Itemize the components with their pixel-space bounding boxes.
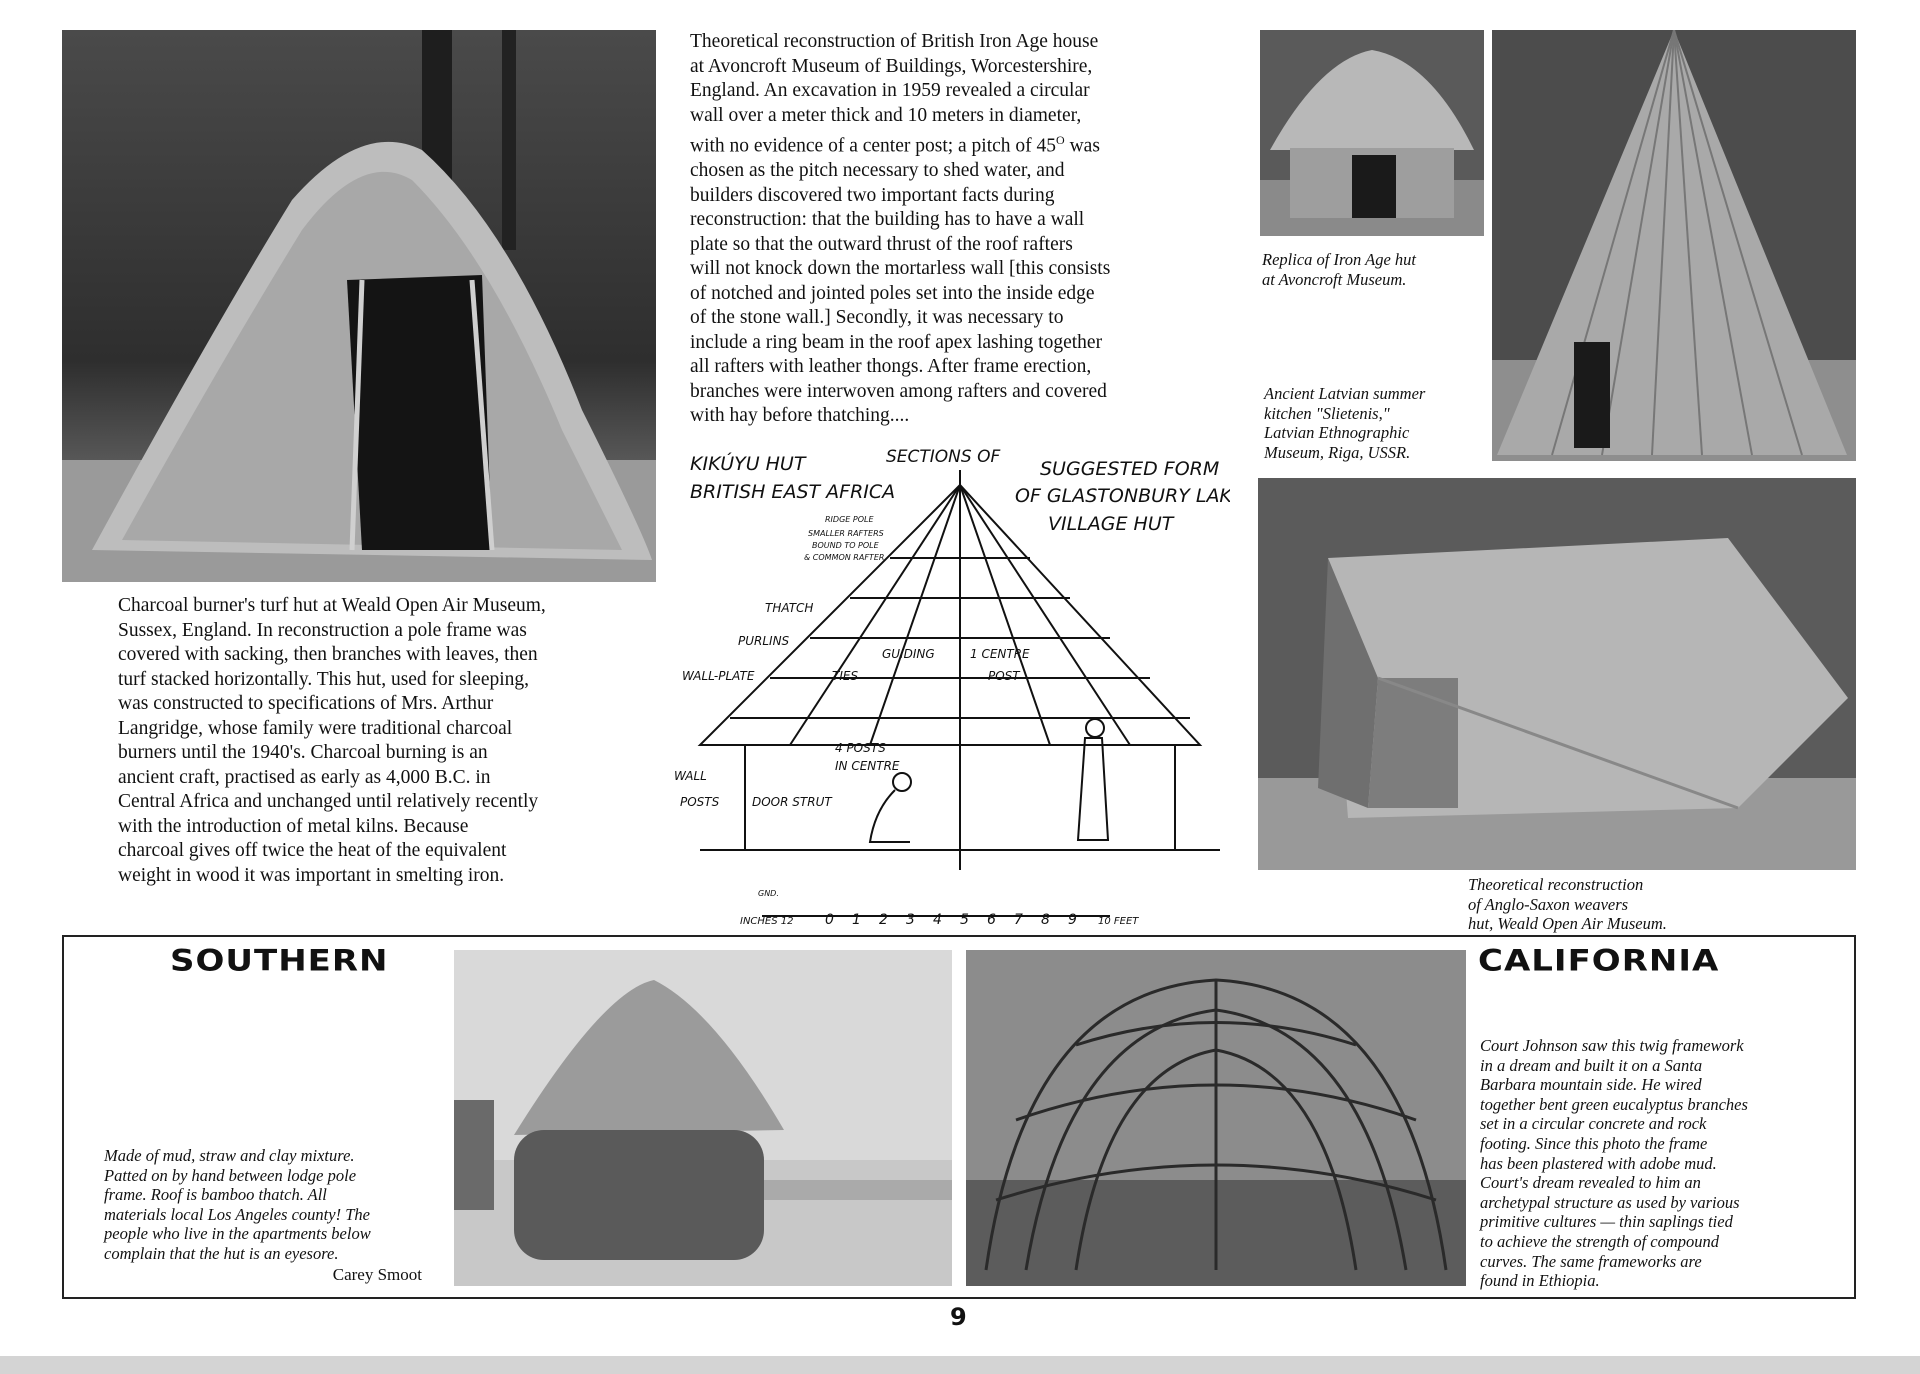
label-posts: POSTS [680, 795, 720, 809]
latvian-kitchen-image [1492, 30, 1856, 461]
caption-line: burners until the 1940's. Charcoal burning is an [118, 742, 488, 763]
caption-line: Sussex, England. In reconstruction a pole frame was [118, 619, 527, 641]
label-centre-post-1: 1 CENTRE [970, 647, 1030, 661]
label-ties: TIES [832, 669, 859, 683]
anglo-saxon-hut-photo [1258, 478, 1856, 870]
caption-line: Langridge, whose family were traditional charcoal [118, 717, 513, 739]
caption-line: ancient craft, practised as early as 4,000 B.C. in [118, 766, 491, 788]
caption-line: Patted on by hand between lodge pole [104, 1165, 357, 1185]
article-line: chosen as the pitch necessary to shed water, and [690, 160, 1065, 181]
caption-line: Theoretical reconstruction [1468, 875, 1644, 894]
scale-number: 1 [852, 912, 861, 928]
scale-number: 5 [960, 912, 969, 928]
caption-line: Made of mud, straw and clay mixture. [104, 1146, 355, 1165]
photo-credit: Carey Smoot [332, 1264, 422, 1284]
article-line: will not knock down the mortarless wall [this consists [690, 258, 1111, 279]
caption-line: has been plastered with adobe mud. [1480, 1153, 1717, 1173]
caption-line: charcoal gives off twice the heat of the equivalent [118, 840, 507, 861]
label-bound-to-pole: BOUND TO POLE [812, 541, 879, 550]
mud-hut-image [454, 950, 952, 1286]
article-line: builders discovered two important facts during [690, 184, 1055, 206]
scale-number: 2 [879, 912, 888, 928]
article-line: all rafters with leather thongs. After frame erection, [690, 356, 1092, 377]
article-line: reconstruction: that the building has to have a wall [690, 209, 1085, 230]
caption-line: Court's dream revealed to him an [1480, 1173, 1701, 1193]
caption-line: people who live in the apartments below [104, 1224, 371, 1244]
label-smaller-rafters: SMALLER RAFTERS [808, 529, 884, 538]
seated-figure [870, 773, 911, 842]
caption-line: materials local Los Angeles county! The [104, 1204, 370, 1224]
scale-number: 8 [1041, 912, 1050, 928]
caption-line: Ancient Latvian summer [1264, 384, 1426, 403]
iron-age-replica-image [1260, 30, 1484, 236]
article-line: of notched and jointed poles set into the inside edge [690, 282, 1095, 304]
article-line: England. An excavation in 1959 revealed a circular [690, 80, 1090, 101]
article-line: branches were interwoven among rafters and covered [690, 380, 1107, 402]
turf-hut-caption [118, 594, 668, 888]
caption-line: with the introduction of metal kilns. Because [118, 815, 469, 837]
bottom-bar [0, 1356, 1920, 1374]
caption-line: weight in wood it was important in smelting iron. [118, 864, 505, 886]
label-guiding: GUIDING [882, 647, 935, 661]
scale-number: 6 [987, 912, 996, 928]
twig-framework-photo [966, 950, 1466, 1286]
degree-symbol: O [1056, 133, 1065, 147]
caption-line: Barbara mountain side. He wired [1480, 1075, 1702, 1095]
mud-hut-photo [454, 950, 952, 1286]
article-line: plate so that the outward thrust of the roof rafters [690, 233, 1073, 255]
article-line: of the stone wall.] Secondly, it was necessary to [690, 307, 1064, 328]
scale-label-right: 10 FEET [1098, 916, 1139, 927]
standing-figure [1078, 719, 1108, 840]
caption-line: primitive cultures — thin saplings tied [1480, 1212, 1733, 1232]
label-common-rafter: & COMMON RAFTER [804, 553, 885, 562]
caption-line: of Anglo-Saxon weavers [1468, 894, 1629, 914]
turf-hut-image [62, 30, 656, 582]
caption-line: kitchen "Slietenis," [1264, 403, 1390, 423]
caption-line: to achieve the strength of compound [1480, 1231, 1720, 1251]
diagram-drawing [670, 440, 1230, 935]
caption-line: covered with sacking, then branches with leaves, then [118, 644, 538, 665]
caption-line: archetypal structure as used by various [1480, 1192, 1740, 1212]
article-line: with hay before thatching.... [690, 405, 910, 426]
diagram-left-title-2: BRITISH EAST AFRICA [690, 481, 896, 503]
diagram-left-title-1: KIKÚYU HUT [690, 453, 806, 475]
scale-number: 3 [906, 912, 915, 928]
latvian-kitchen-photo [1492, 30, 1856, 461]
caption-line: hut, Weald Open Air Museum. [1468, 914, 1667, 934]
caption-line: turf stacked horizontally. This hut, used for sleeping, [118, 668, 530, 690]
caption-line: was constructed to specifications of Mrs. Arthur [118, 693, 494, 714]
caption-line: found in Ethiopia. [1480, 1271, 1600, 1291]
caption-line: footing. Since this photo the frame [1480, 1133, 1708, 1153]
caption-line: Museum, Riga, USSR. [1264, 442, 1411, 462]
caption-line: Central Africa and unchanged until relatively recently [118, 791, 539, 812]
article-line: at Avoncroft Museum of Buildings, Worcestershire, [690, 55, 1093, 77]
iron-age-replica-caption [1262, 250, 1492, 289]
label-thatch: THATCH [765, 601, 814, 615]
label-four-posts: 4 POSTS [835, 741, 886, 755]
article-line: Theoretical reconstruction of British Iron Age house [690, 31, 1099, 52]
label-gnd: GND. [758, 889, 779, 898]
turf-hut-photo [62, 30, 656, 582]
caption-line: complain that the hut is an eyesore. [104, 1243, 339, 1263]
caption-line: frame. Roof is bamboo thatch. All [104, 1185, 327, 1205]
diagram-right-title-2: OF GLASTONBURY LAKE [1015, 485, 1230, 507]
anglo-saxon-caption [1468, 875, 1858, 934]
pitch-tail: was [1064, 135, 1100, 157]
label-ridge-pole: RIDGE POLE [825, 515, 874, 524]
article-line: include a ring beam in the roof apex lashing together [690, 331, 1103, 353]
caption-line: Latvian Ethnographic [1264, 423, 1410, 443]
label-wall-plate: WALL-PLATE [682, 669, 755, 683]
twig-framework-image [966, 950, 1466, 1286]
scale-number: 9 [1068, 912, 1077, 928]
caption-line: set in a circular concrete and rock [1480, 1114, 1707, 1134]
caption-line: Court Johnson saw this twig framework [1480, 1036, 1744, 1055]
iron-age-replica-photo [1260, 30, 1484, 236]
diagram-right-title-1: SUGGESTED FORM [1040, 458, 1220, 480]
label-wall: WALL [674, 769, 707, 783]
label-purlins: PURLINS [738, 634, 790, 648]
anglo-saxon-hut-image [1258, 478, 1856, 870]
caption-line: together bent green eucalyptus branches [1480, 1094, 1748, 1114]
mud-hut-caption [104, 1146, 452, 1285]
latvian-kitchen-caption [1264, 384, 1494, 462]
article-line: wall over a meter thick and 10 meters in diameter, [690, 104, 1082, 126]
label-door-strut: DOOR STRUT [752, 795, 832, 809]
label-in-centre: IN CENTRE [835, 759, 900, 773]
scale-label-left: INCHES 12 [740, 916, 794, 927]
diagram-right-title-3: VILLAGE HUT [1048, 513, 1174, 535]
iron-age-article [690, 30, 1250, 429]
caption-line: curves. The same frameworks are [1480, 1251, 1702, 1271]
section-title-california: CALIFORNIA [1478, 944, 1720, 978]
caption-line: Charcoal burner's turf hut at Weald Open Air Museum, [118, 595, 546, 616]
label-centre-post-2: POST [988, 669, 1020, 683]
caption-line: Replica of Iron Age hut [1262, 250, 1416, 269]
diagram-center-title: SECTIONS OF [886, 447, 1001, 467]
page-number: 9 [950, 1303, 967, 1331]
article-line [690, 128, 1250, 159]
scale-number: 0 [825, 912, 834, 928]
scale-number: 4 [933, 912, 942, 928]
section-title-southern: SOUTHERN [170, 944, 389, 978]
hut-section-diagram [670, 440, 1230, 935]
caption-line: in a dream and built it on a Santa [1480, 1055, 1703, 1075]
scale-number: 7 [1014, 912, 1023, 928]
caption-line: at Avoncroft Museum. [1262, 269, 1407, 289]
pitch-text: with no evidence of a center post; a pitch of 45 [690, 135, 1057, 157]
twig-framework-caption [1480, 1036, 1850, 1291]
